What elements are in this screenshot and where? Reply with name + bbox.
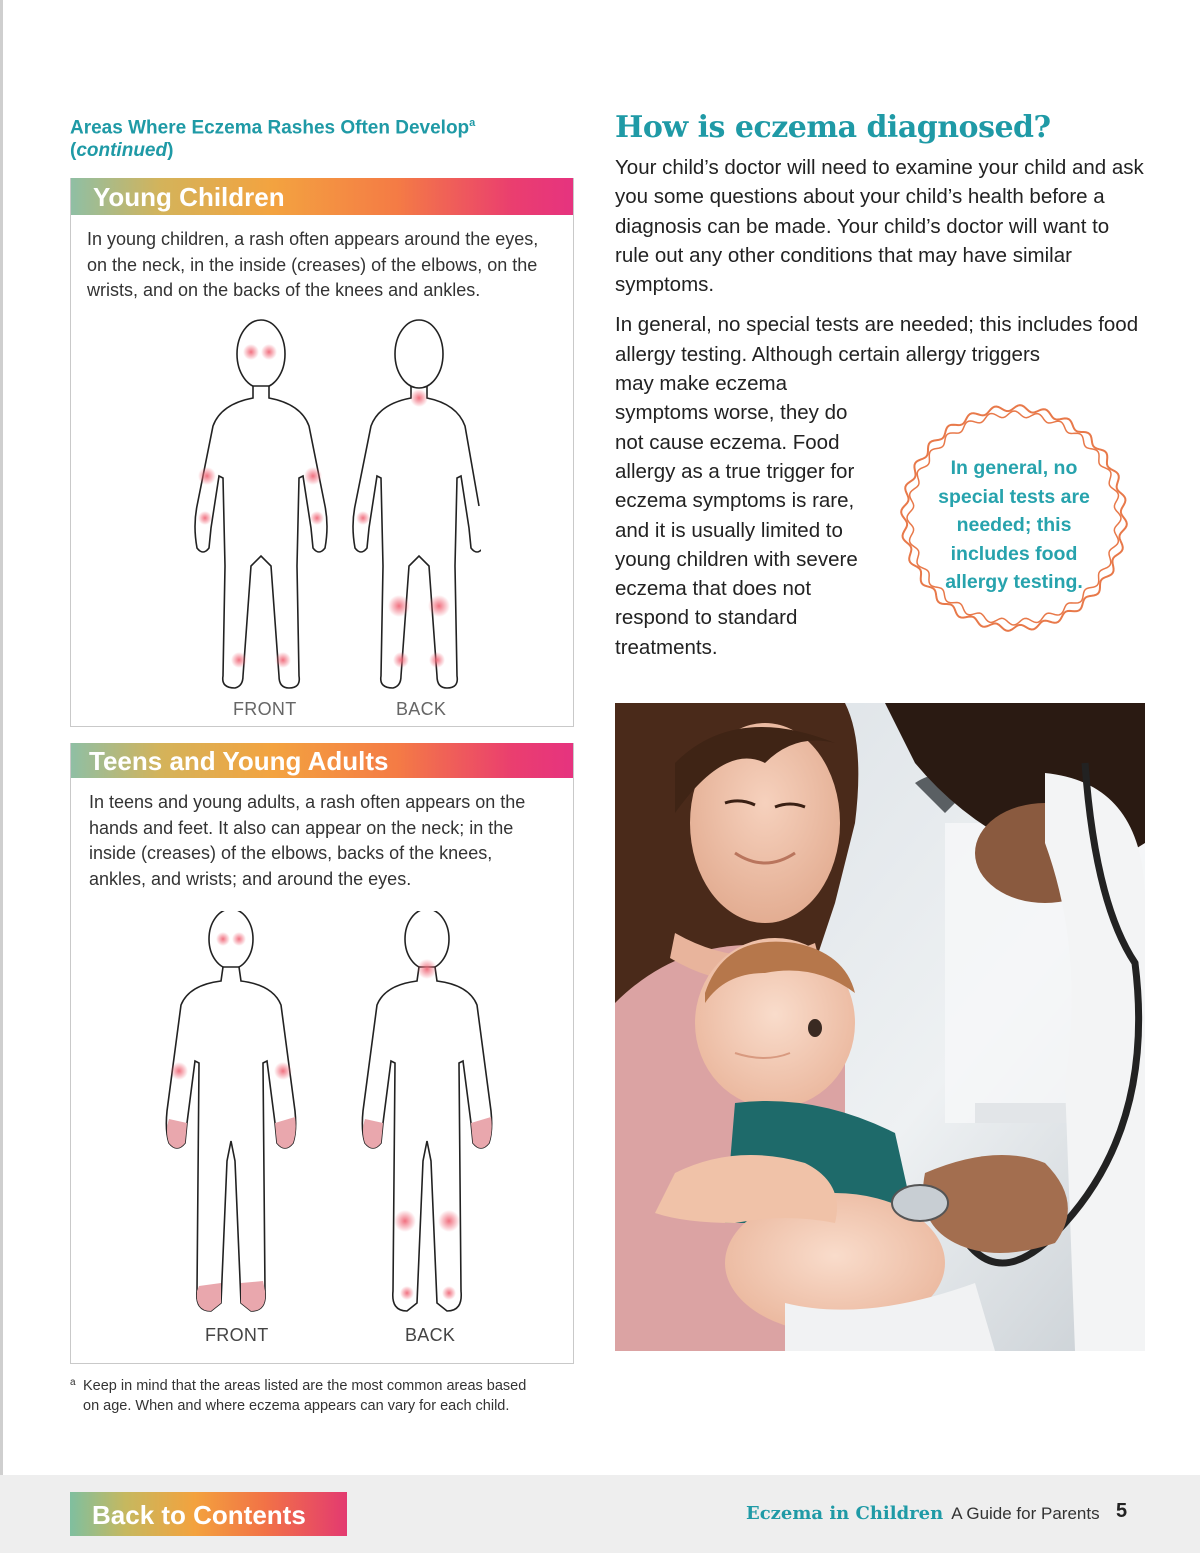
areas-title-text: Areas Where Eczema Rashes Often Develop <box>70 117 470 139</box>
rash-ankle-right <box>275 652 291 668</box>
back-to-contents-button[interactable]: Back to Contents <box>70 1492 347 1536</box>
rash-wrist-left <box>198 511 212 525</box>
photo-illustration <box>615 703 1145 1351</box>
callout-text: In general, no special tests are needed; this includes food allergy testing. <box>938 457 1090 593</box>
areas-section-title-block <box>70 112 574 162</box>
page-footer <box>0 1475 1200 1553</box>
areas-title-paren-close: ) <box>167 140 174 162</box>
child-body-diagram <box>181 316 481 696</box>
child-front-figure <box>195 320 327 688</box>
footer-subtitle: A Guide for Parents <box>951 1504 1100 1523</box>
diagnosis-paragraph-1: Your child’s doctor will need to examine your child and ask you some questions about your child’s health before a diagnosis can be made. Your child’s doctor will want to rule out any other conditions that may have similar symptoms. <box>615 156 1144 297</box>
rash-eye-right <box>261 344 277 360</box>
footer-publication-title <box>746 1502 1100 1525</box>
rash-hand-left <box>167 1119 187 1148</box>
teens-header: Teens and Young Adults <box>71 743 573 778</box>
areas-title-footnote-marker: a <box>469 117 476 129</box>
areas-title-paren-open: ( <box>70 140 77 162</box>
footnote-text: Keep in mind that the areas listed are the most common areas based on age. When and where eczema appears can vary for each child. <box>83 1378 527 1414</box>
teen-front-label: FRONT <box>205 1325 269 1345</box>
young-children-header: Young Children <box>71 178 573 215</box>
rash-elbow-right <box>304 467 322 485</box>
rash-knee-back-left <box>388 595 410 617</box>
diagnosis-paragraph-2-wrap: may make eczema symptoms worse, they do not cause eczema. Food allergy as a true trigger for eczema symptoms is rare, and it is usually limited to young children with severe eczema that does not respond to standard treatments. <box>615 372 858 659</box>
child-front-label: FRONT <box>233 699 297 719</box>
areas-title-continued: continued <box>76 140 168 162</box>
young-children-panel <box>70 178 574 727</box>
rash-wrist-right <box>310 511 324 525</box>
rash-neck <box>410 389 428 407</box>
page-edge <box>0 0 3 1475</box>
rash-ankle-back-right <box>429 652 445 668</box>
child-back-label: BACK <box>396 699 447 719</box>
rash-wrist-back-left <box>356 511 370 525</box>
diagnosis-heading: How is eczema diagnosed? <box>615 110 1051 145</box>
rash-ankle-left <box>231 652 247 668</box>
footnote-marker: a <box>70 1377 76 1388</box>
rash-elbow-left <box>198 467 216 485</box>
rash-ankle-back-left <box>393 652 409 668</box>
teens-panel <box>70 743 574 1364</box>
areas-title <box>70 112 574 162</box>
teen-back-label: BACK <box>405 1325 456 1345</box>
diagnosis-paragraph-2-lead: In general, no special tests are needed; this includes food allergy testing. Although certain allergy triggers <box>615 313 1139 366</box>
rash-knee-back-right <box>428 595 450 617</box>
pull-quote-callout <box>896 400 1132 636</box>
doctor-examining-baby-photo <box>615 703 1145 1351</box>
footnote <box>70 1376 540 1416</box>
teens-text: In teens and young adults, a rash often appears on the hands and feet. It also can appear on the neck; in the inside (creases) of the elbows, backs of the knees, ankles, and wrists; and around the eyes. <box>89 792 526 889</box>
young-children-text: In young children, a rash often appears around the eyes, on the neck, in the inside (creases) of the elbows, on the wrists, and on the backs of the knees and ankles. <box>87 229 539 300</box>
rash-eye-left <box>243 344 259 360</box>
teen-front-figure <box>166 911 295 1311</box>
child-back-figure <box>353 320 481 688</box>
footer-brand: Eczema in Children <box>746 1503 944 1524</box>
page-number: 5 <box>1116 1500 1128 1522</box>
teen-body-diagram <box>159 911 499 1321</box>
